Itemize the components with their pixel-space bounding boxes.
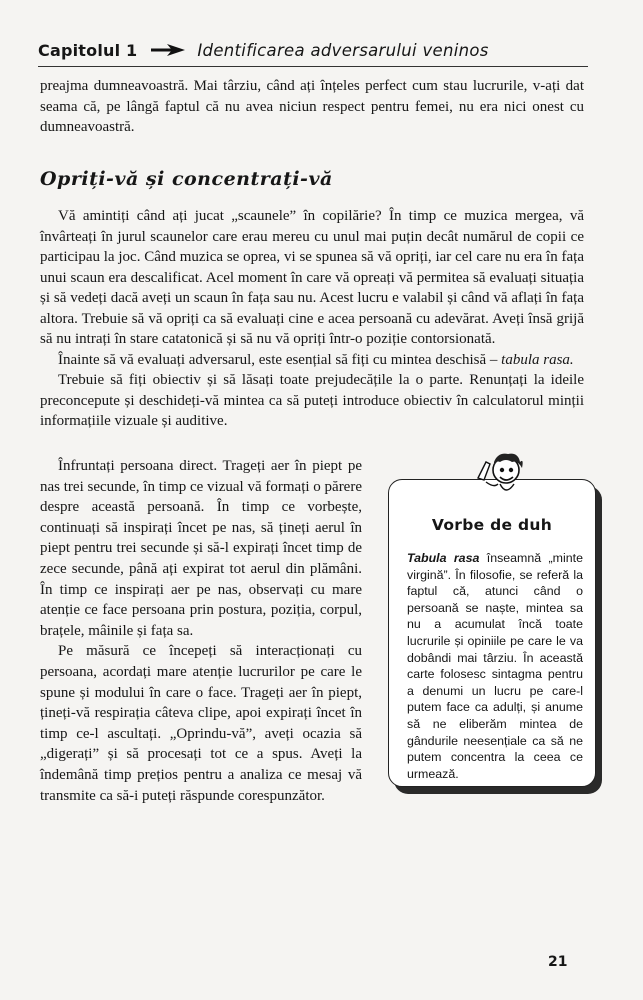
section-heading: Opriți-vă și concentrați-vă [40, 168, 333, 190]
mascot-icon [472, 448, 530, 500]
sidebar-body [407, 550, 583, 782]
paragraph-tabula-rasa [40, 350, 584, 371]
sidebar-definition: înseamnă „minte virgină”. În filosofie, se referă la faptul că, atunci când o persoană se naște, mintea sa nu a acumulat încă toate lucrurile și opiniile pe care le va dobândi mai târziu. În această carte folosesc sintagma pentru a denumi un lucru pe care-l putem face ca adulți, și anume să ne eliberăm mintea de gândurile neesențiale ca să ne putem concentra la ceea ce urmează. [407, 551, 583, 781]
paragraph-obiectiv: Trebuie să fiți obiectiv și să lăsați toate prejudecățile la o parte. Renunțați la ideile preconcepute și deschideți-vă mintea ca să puteți introduce obiectiv în calculatorul minții informațiile vizuale și auditive. [40, 372, 584, 429]
intro-paragraph: preajma dumneavoastră. Mai târziu, când ați înțeles perfect cum stau lucrurile, v-ați dat seama că, pe lângă faptul că nu avea niciun respect pentru femei, nu era nici onest cu dumneavoastră. [40, 78, 584, 135]
running-header [38, 36, 584, 64]
page-number: 21 [548, 954, 568, 970]
section-body [40, 206, 584, 432]
intro-text [40, 76, 584, 138]
header-divider [38, 66, 588, 67]
chapter-title: Identificarea adversarului veninos [197, 40, 489, 60]
paragraph-interactionati: Pe măsură ce începeți să interacționați cu persoana, acordați mare atenție lucrurilor pe care le spune și modului în care o face. Trageți aer în piept, țineți-vă respirația câteva clipe, apoi expirați încet în timp ce-l ascultați. „Oprindu-vă”, aveți ocazia să „digerați” și să procesați tot ce a spus. Aveți la îndemână timp prețios pentru a analiza ce mesaj vă transmite ca să-i puteți răspunde corespunzător. [40, 643, 362, 804]
paragraph-infruntati: Înfruntați persoana direct. Trageți aer în piept pe nas trei secunde, în timp ce vizual vă formați o părere despre această persoană. În timp ce vorbește, continuați să inspirați încet pe nas, să țineți aerul în piept pentru trei secunde și să-l expirați încet timp de zece secunde, până ați expirat tot aerul din plămâni. În timp ce inspirați aer pe nas, observați cu mare atenție ce face persoana prin postura, poziția, corpul, brațele, mâinile și fața sa. [40, 458, 362, 639]
sidebar-title: Vorbe de duh [431, 516, 553, 534]
left-column [40, 456, 362, 806]
paragraph-scaunele: Vă amintiți când ați jucat „scaunele” în copilărie? În timp ce muzica mergea, vă învârteați în jurul scaunelor care erau mereu cu unul mai puțin decât numărul de copii ce participau la joc. Când muzica se oprea, vi se spunea să vă opriți, iar cel care nu era în fața unui scaun era descalificat. Acel moment în care vă opreați vă permitea să evaluați situația și să vedeți dacă aveți un scaun în fața sau nu. Acest lucru e valabil și când vă aflați în fața altora. Trebuie să vă opriți ca să evaluați cine e acea persoană cu adevărat. Aveți însă grijă să nu intrați în stare catatonică și să nu vă opriți într-o poziție contorsionată. [40, 208, 584, 347]
arrow-icon [151, 43, 187, 57]
tabula-text: Înainte să vă evaluați adversarul, este esențial să fiți cu mintea deschisă – [58, 351, 498, 368]
chapter-label: Capitolul 1 [38, 40, 138, 60]
tabula-term: tabula rasa. [501, 351, 574, 368]
sidebar-term: Tabula rasa [407, 551, 480, 565]
sidebar-box [388, 479, 596, 787]
